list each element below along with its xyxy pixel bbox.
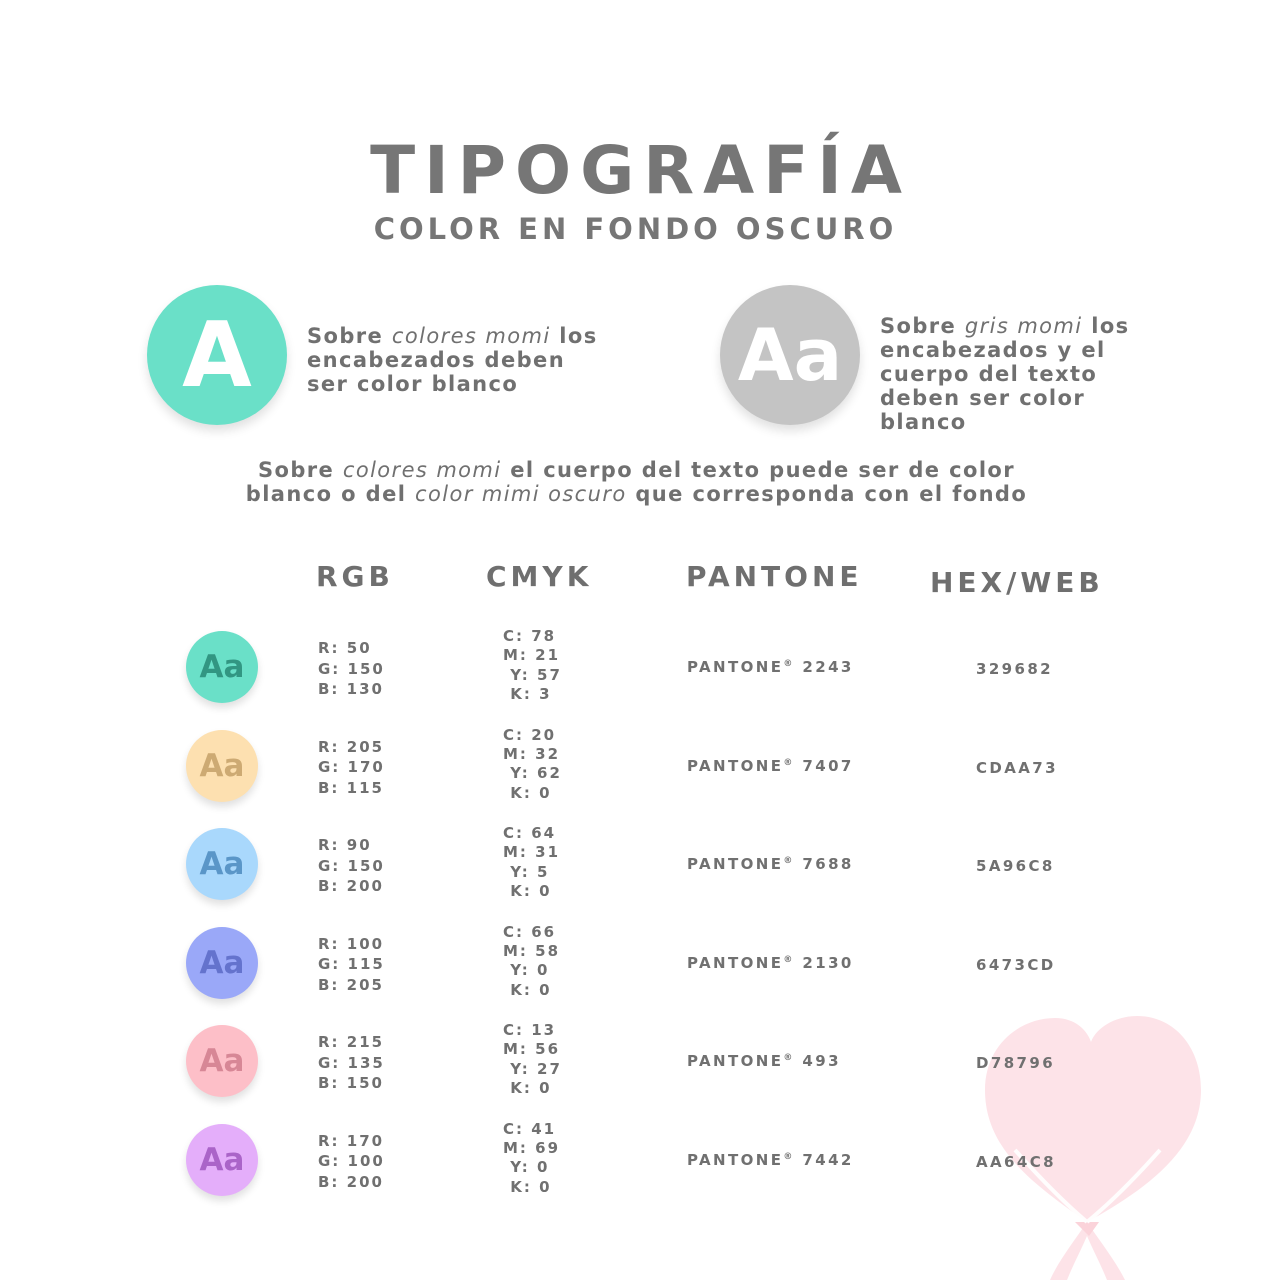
cmyk-values (503, 923, 560, 1001)
rule-text-colors: Sobre colores momi los encabezados deben ser color blanco (307, 324, 598, 396)
pantone-code: PANTONE® 2130 (687, 953, 854, 972)
color-swatch: Aa (186, 927, 258, 999)
body-text-note: Sobre colores momi el cuerpo del texto puede ser de color blanco o del color mimi oscuro que corresponda con el fondo (245, 458, 1028, 506)
rule-glyph: A (182, 302, 252, 408)
rule-text-gray: Sobre gris momi los encabezados y el cuerpo del texto deben ser color blanco (880, 314, 1130, 434)
hex-code: 329682 (976, 660, 1054, 678)
rgb-g: G: 135 (318, 1053, 385, 1072)
cmyk-c: C: 13 (503, 1021, 557, 1039)
cmyk-k: K: 0 (503, 1079, 552, 1098)
cmyk-values (503, 1021, 562, 1099)
cmyk-y: Y: 5 (503, 862, 550, 881)
heart-balloon-icon (975, 1010, 1215, 1280)
cmyk-m: M: 31 (503, 843, 561, 862)
cmyk-c: C: 66 (503, 922, 557, 941)
color-swatch: Aa (186, 1124, 258, 1196)
pantone-code: PANTONE® 493 (687, 1052, 841, 1070)
rgb-values (318, 737, 385, 799)
page-subtitle: COLOR EN FONDO OSCURO (373, 212, 898, 246)
color-swatch: Aa (186, 828, 258, 900)
cmyk-y: Y: 57 (503, 665, 562, 684)
cmyk-m: M: 58 (503, 941, 561, 960)
cmyk-k: K: 3 (503, 685, 552, 704)
rgb-b: B: 115 (318, 778, 384, 797)
cmyk-values (503, 1120, 560, 1198)
cmyk-y: Y: 62 (503, 764, 562, 783)
pantone-code: PANTONE® 7442 (687, 1150, 854, 1169)
cmyk-values (503, 627, 562, 705)
rgb-g: G: 150 (318, 856, 385, 875)
rgb-b: B: 205 (318, 975, 384, 994)
color-swatch: Aa (186, 631, 258, 703)
color-swatch: Aa (186, 730, 258, 802)
column-header-pantone: PANTONE (686, 560, 863, 593)
cmyk-y: Y: 0 (503, 961, 550, 980)
cmyk-y: Y: 0 (503, 1158, 550, 1177)
column-header-rgb: RGB (316, 560, 394, 593)
cmyk-m: M: 21 (503, 646, 561, 665)
page-title: TIPOGRAFÍA (370, 132, 911, 209)
hex-code: 5A96C8 (976, 857, 1055, 875)
hex-code: AA64C8 (976, 1152, 1056, 1171)
rgb-b: B: 200 (318, 1172, 384, 1191)
cmyk-m: M: 56 (503, 1040, 561, 1059)
rgb-r: R: 205 (318, 737, 385, 756)
cmyk-k: K: 0 (503, 1177, 552, 1196)
column-header-cmyk: CMYK (486, 560, 593, 593)
cmyk-c: C: 64 (503, 824, 557, 842)
column-header-hex: HEX/WEB (930, 566, 1104, 599)
rule-swatch-gray (720, 285, 860, 425)
rgb-g: G: 115 (318, 955, 385, 973)
rgb-b: B: 200 (318, 877, 384, 895)
pantone-code: PANTONE® 7688 (687, 855, 854, 873)
cmyk-c: C: 41 (503, 1119, 557, 1138)
cmyk-y: Y: 27 (503, 1059, 562, 1078)
rgb-b: B: 130 (318, 680, 384, 698)
rule-glyph: Aa (737, 313, 843, 397)
rgb-r: R: 100 (318, 934, 385, 953)
cmyk-c: C: 78 (503, 627, 557, 645)
cmyk-m: M: 69 (503, 1138, 561, 1157)
rgb-values (318, 934, 385, 996)
hex-code: CDAA73 (976, 758, 1058, 777)
cmyk-c: C: 20 (503, 725, 557, 744)
rgb-values (318, 1032, 385, 1094)
pantone-code: PANTONE® 2243 (687, 658, 854, 676)
cmyk-k: K: 0 (503, 783, 552, 802)
cmyk-m: M: 32 (503, 744, 561, 763)
cmyk-values (503, 824, 560, 902)
hex-code: 6473CD (976, 955, 1056, 974)
cmyk-k: K: 0 (503, 882, 552, 901)
rgb-g: G: 150 (318, 659, 385, 678)
cmyk-k: K: 0 (503, 980, 552, 999)
rgb-b: B: 150 (318, 1074, 384, 1092)
pantone-code: PANTONE® 7407 (687, 756, 854, 775)
rgb-r: R: 215 (318, 1033, 385, 1051)
rgb-r: R: 50 (318, 639, 372, 657)
color-swatch: Aa (186, 1025, 258, 1097)
rgb-r: R: 90 (318, 836, 372, 854)
heart-shape (985, 1016, 1201, 1222)
rgb-values (318, 638, 385, 700)
rgb-values (318, 835, 385, 897)
rgb-g: G: 170 (318, 758, 385, 776)
rgb-r: R: 170 (318, 1131, 385, 1150)
hex-code: D78796 (976, 1054, 1056, 1072)
cmyk-values (503, 726, 562, 804)
rgb-values (318, 1131, 385, 1193)
rule-swatch-teal (147, 285, 287, 425)
rgb-g: G: 100 (318, 1152, 385, 1170)
